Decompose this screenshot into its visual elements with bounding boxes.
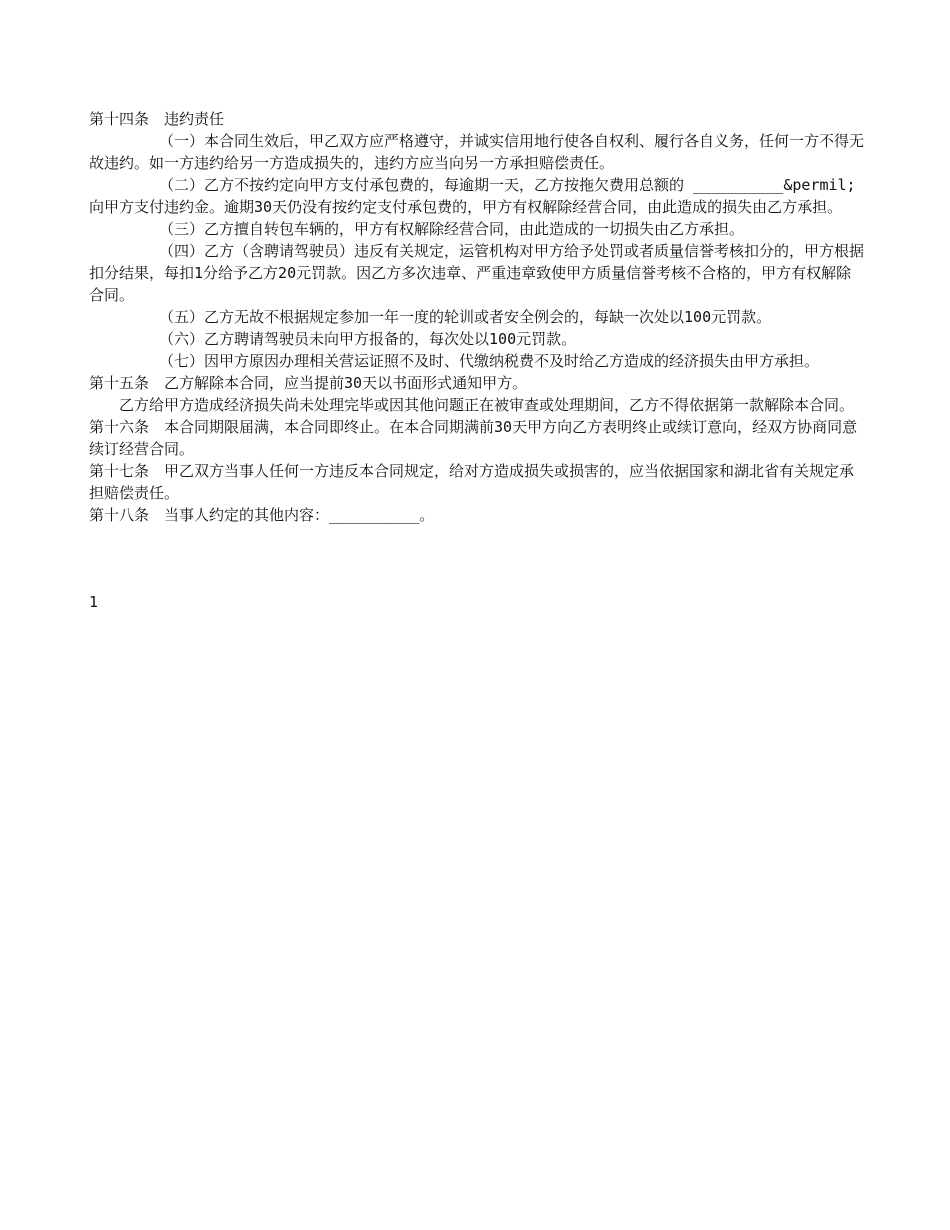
article-14-clause-5: （五）乙方无故不根据规定参加一年一度的轮训或者安全例会的，每缺一次处以100元罚款。 bbox=[159, 308, 772, 326]
article-14-clause-3: （三）乙方擅自转包车辆的，甲方有权解除经营合同，由此造成的一切损失由乙方承担。 bbox=[159, 220, 745, 238]
article-15-paragraph-2: 乙方给甲方造成经济损失尚未处理完毕或因其他问题正在被审查或处理期间，乙方不得依据第一款解除本合同。 bbox=[119, 396, 855, 414]
document-body bbox=[89, 108, 864, 526]
article-14-clause-2: （二）乙方不按约定向甲方支付承包费的，每逾期一天，乙方按拖欠费用总额的 __________&permil;向甲方支付违约金。逾期30天仍没有按约定支付承包费的，甲方有权解除经营合同，由此造成的损失由乙方承担。 bbox=[89, 176, 856, 216]
article-15-heading: 第十五条 乙方解除本合同，应当提前30天以书面形式通知甲方。 bbox=[89, 374, 528, 392]
article-17: 第十七条 甲乙双方当事人任何一方违反本合同规定，给对方造成损失或损害的，应当依据国家和湖北省有关规定承担赔偿责任。 bbox=[89, 462, 855, 502]
article-14-clause-4: （四）乙方（含聘请驾驶员）违反有关规定，运管机构对甲方给予处罚或者质量信誉考核扣分的，甲方根据扣分结果，每扣1分给予乙方20元罚款。因乙方多次违章、严重违章致使甲方质量信誉考核不合格的，甲方有权解除合同。 bbox=[89, 242, 865, 304]
article-14-heading: 第十四条 违约责任 bbox=[89, 110, 225, 128]
article-14-clause-7: （七）因甲方原因办理相关营运证照不及时、代缴纳税费不及时给乙方造成的经济损失由甲方承担。 bbox=[159, 352, 820, 370]
page-number: 1 bbox=[89, 593, 99, 611]
article-18: 第十八条 当事人约定的其他内容：__________。 bbox=[89, 506, 435, 524]
article-14-clause-1: （一）本合同生效后，甲乙双方应严格遵守，并诚实信用地行使各自权利、履行各自义务，任何一方不得无故违约。如一方违约给另一方造成损失的，违约方应当向另一方承担赔偿责任。 bbox=[89, 132, 865, 172]
article-16: 第十六条 本合同期限届满，本合同即终止。在本合同期满前30天甲方向乙方表明终止或续订意向，经双方协商同意续订经营合同。 bbox=[89, 418, 858, 458]
article-14-clause-6: （六）乙方聘请驾驶员未向甲方报备的，每次处以100元罚款。 bbox=[159, 330, 577, 348]
